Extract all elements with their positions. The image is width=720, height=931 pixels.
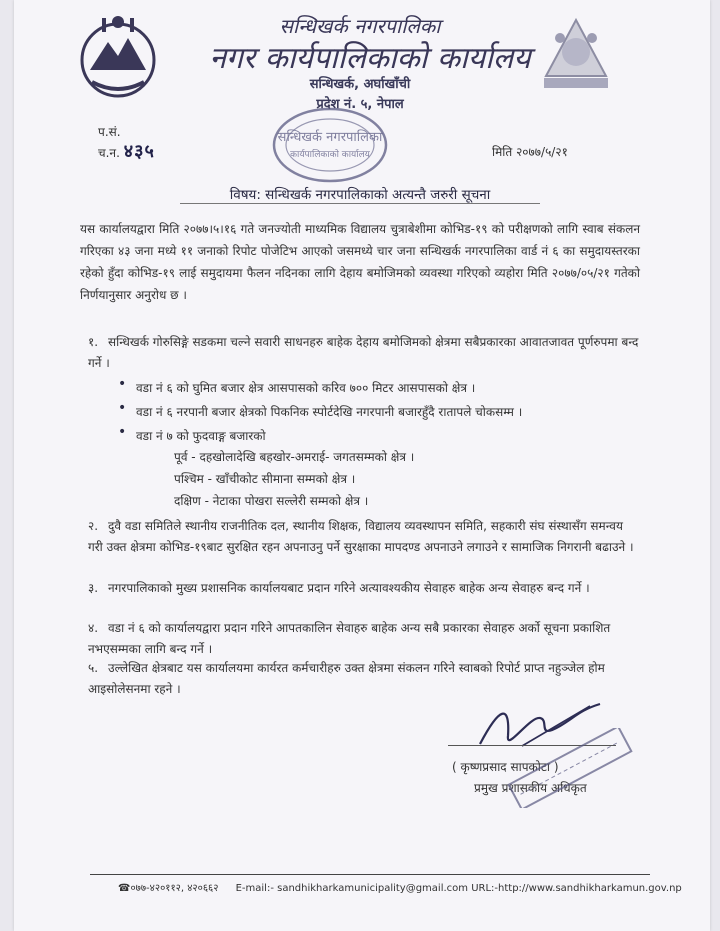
direction-south: दक्षिण - नेटाका पोखरा सल्लेरी सम्मको क्षेत्र । bbox=[174, 494, 369, 508]
bullet-icon: • bbox=[118, 400, 127, 416]
footer-email-url: E-mail:- sandhikharkamunicipality@gmail.com URL:-http://www.sandhikharkamun.gov.np bbox=[235, 883, 682, 894]
direction-west: पश्चिम - खाँचीकोट सीमाना सम्मको क्षेत्र । bbox=[174, 472, 356, 486]
date-value: २०७७/५/२१ bbox=[516, 145, 568, 159]
signatory-title: प्रमुख प्रशासकीय अधिकृत bbox=[474, 781, 587, 795]
office-location: सन्धिखर्क, अर्घाखाँची bbox=[309, 77, 411, 92]
subject-underline bbox=[180, 203, 540, 204]
ps-label: प.सं. bbox=[98, 125, 121, 139]
municipality-name: सन्धिखर्क नगरपालिका bbox=[279, 14, 441, 38]
date-label: मिति bbox=[492, 145, 513, 159]
footer-contact bbox=[118, 880, 682, 894]
signatory-name: ( कृष्णप्रसाद सापकोटा ) bbox=[452, 760, 559, 774]
bullet-icon: • bbox=[118, 376, 127, 392]
svg-text:सन्धिखर्क नगरपालिका: सन्धिखर्क नगरपालिका bbox=[277, 130, 383, 145]
bullet-item: वडा नं ७ को फुदवाङ्ग बजारको bbox=[136, 429, 266, 443]
list-item: १. सन्धिखर्क गोरुसिङ्गे सडकमा चल्ने सवारी साधनहरु बाहेक देहाय बमोजिमको क्षेत्रमा सबैप्रकारका आवातजावत पूर्णरुपमा बन्द गर्ने । bbox=[88, 335, 639, 370]
bullet-item: वडा नं ६ को घुमित बजार क्षेत्र आसपासको करिव ७०० मिटर आसपासको क्षेत्र । bbox=[136, 381, 476, 395]
list-item: ३. नगरपालिकाको मुख्य प्रशासनिक कार्यालयबाट प्रदान गरिने अत्यावश्यकीय सेवाहरु बाहेक अन्य सेवाहरु बन्द गर्ने । bbox=[88, 581, 590, 595]
bullet-icon: • bbox=[118, 424, 127, 440]
list-item: ५. उल्लेखित क्षेत्रबाट यस कार्यालयमा कार्यरत कर्मचारीहरु उक्त क्षेत्रमा संकलन गरिने स्वाबको रिपोर्ट प्राप्त नहुञ्जेल होम आइसोलेसनमा रहने । bbox=[88, 661, 605, 696]
office-province: प्रदेश नं. ५, नेपाल bbox=[316, 97, 404, 112]
list-item: २. दुवै वडा समितिले स्थानीय राजनीतिक दल, स्थानीय शिक्षक, विद्यालय व्यवस्थापन समिति, सहकारी संघ संस्थासँग समन्वय गरी उक्त क्षेत्रमा कोभिड-१९बाट सुरक्षित रहन अपनाउनु पर्ने सुरक्षाका मापदण्ड अपनाउने लगाउने र सामाजिक निगरानी बढाउने । bbox=[88, 519, 634, 554]
office-stamp bbox=[270, 105, 390, 185]
intro-paragraph: यस कार्यालयद्वारा मिति २०७७।५।१६ गते जनज्योती माध्यमिक विद्यालय चुत्राबेशीमा कोभिड-१९ को परीक्षणको लागि स्वाब संकलन गरिएका ४३ जना मध्ये ११ जनाको रिपोट पोजेटिभ आएको जसमध्ये चार जना सन्धिखर्क नगरपालिका वार्ड नं ६ का समुदायस्तरका रहेको हुँदा कोभिड-१९ लाई समुदायमा फैलन नदिनका लागि देहाय बमोजिमको व्यवस्था गरिएको व्यहोरा मिति २०७७/०५/२१ गतेको निर्णयानुसार अनुरोध छ । bbox=[80, 222, 640, 302]
cn-value: ४३५ bbox=[123, 141, 155, 162]
letter-date bbox=[492, 143, 568, 160]
signature-stamp bbox=[500, 728, 640, 808]
reference-numbers bbox=[98, 122, 155, 163]
cn-label: च.न. bbox=[98, 146, 120, 160]
footer-divider bbox=[90, 874, 650, 875]
bullet-item: वडा नं ६ नरपानी बजार क्षेत्रको पिकनिक स्पोर्टदेखि नगरपानी बजारहुँदै रातापले चोकसम्म । bbox=[136, 405, 523, 419]
subject-line: विषय: सन्धिखर्क नगरपालिकाको अत्यन्तै जरुरी सूचना bbox=[229, 187, 491, 203]
svg-text:कार्यपालिकाको कार्यालय: कार्यपालिकाको कार्यालय bbox=[290, 150, 370, 160]
office-title: नगर कार्यपालिकाको कार्यालय bbox=[209, 41, 531, 76]
direction-east: पूर्व - दहखोलादेखि बहखोर-अमराई- जगतसम्मको क्षेत्र । bbox=[174, 450, 415, 464]
footer-phone: ☎०७७-४२०११२, ४२०६६२ bbox=[118, 883, 219, 894]
list-item: ४. वडा नं ६ को कार्यालयद्वारा प्रदान गरिने आपतकालिन सेवाहरु बाहेक अन्य सबै प्रकारका सेवाहरु अर्को सूचना प्रकाशित नभएसम्मका लागि बन्द गर्ने । bbox=[88, 621, 611, 656]
